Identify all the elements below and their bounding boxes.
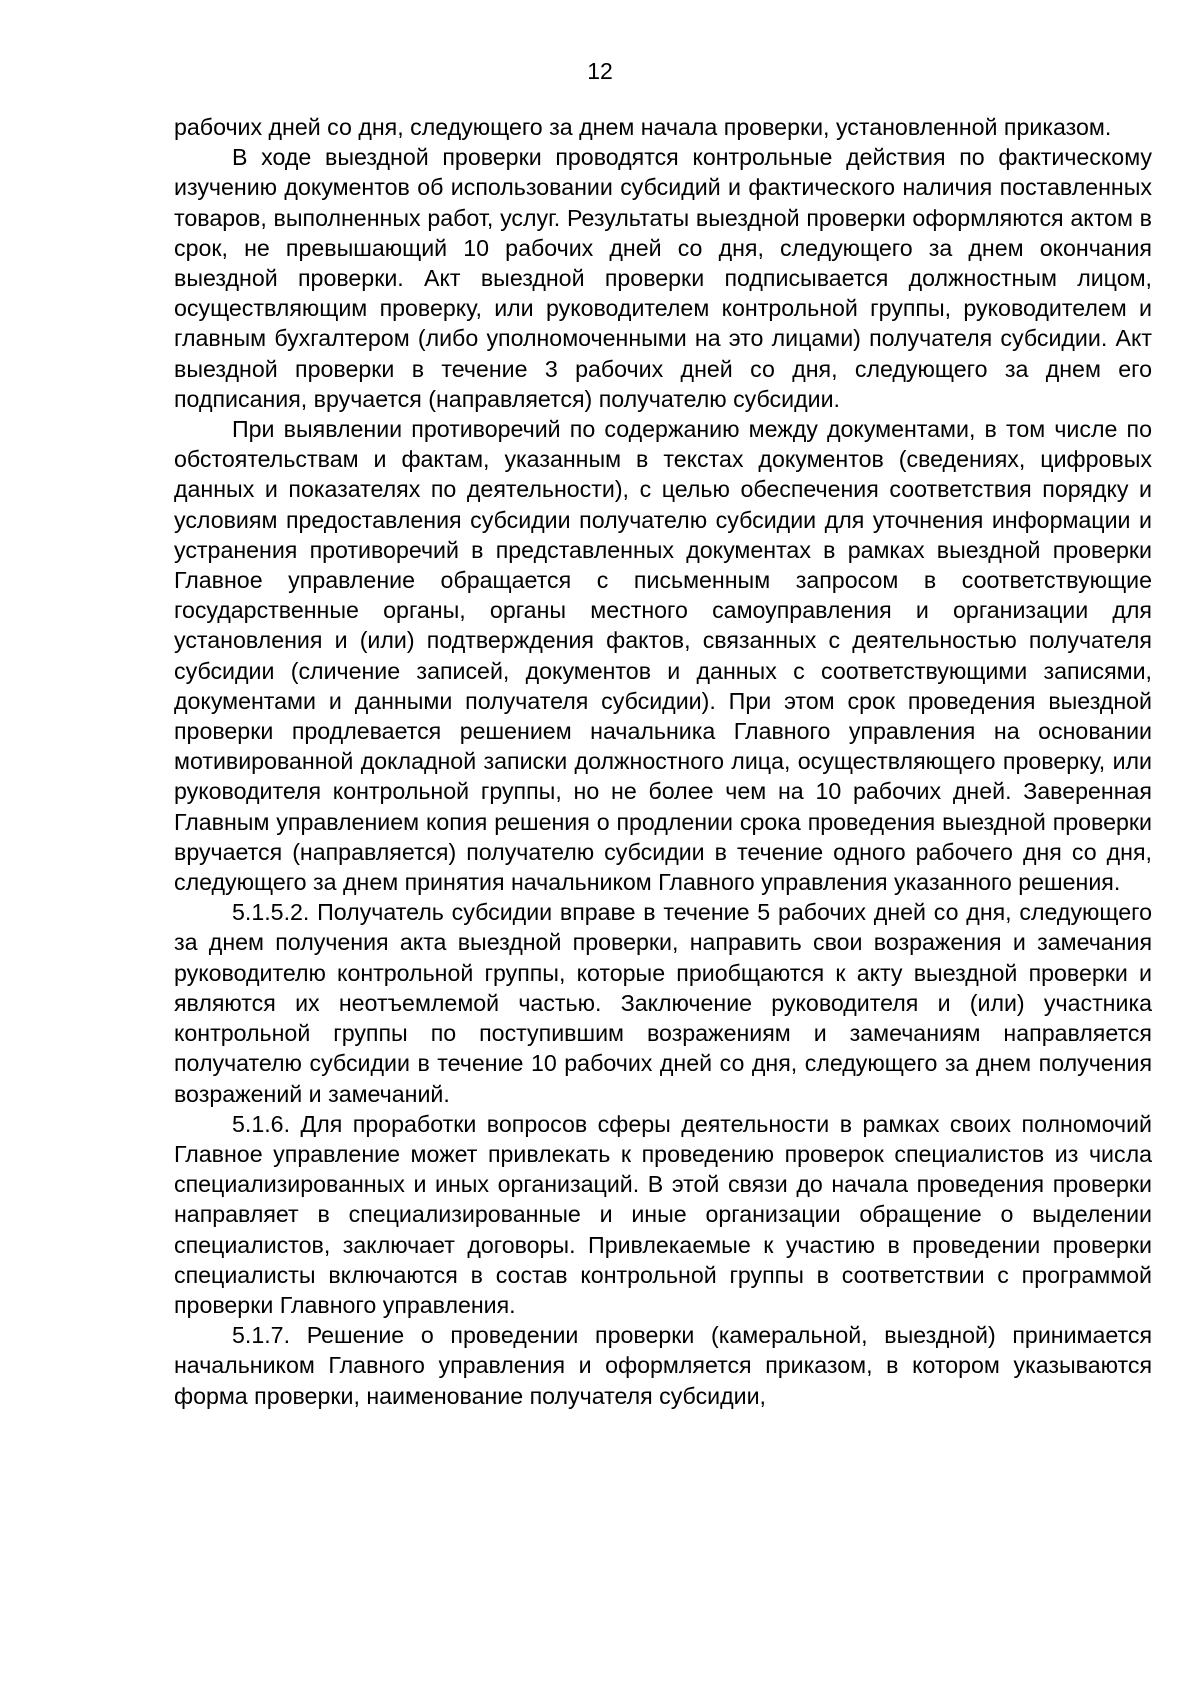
paragraph-5-1-7: 5.1.7. Решение о проведении проверки (камеральной, выездной) принимается начальником Главного управления и оформляется приказом, в котором указываются форма проверки, наименование получателя субсидии, — [174, 1322, 1152, 1409]
paragraph-continuation: рабочих дней со дня, следующего за днем начала проверки, установленной приказом. — [174, 114, 1112, 140]
document-body — [174, 112, 1152, 1411]
page-number: 12 — [587, 58, 613, 84]
paragraph-field-inspection: В ходе выездной проверки проводятся контрольные действия по фактическому изучению документов об использовании субсидий и фактического наличия поставленных товаров, выполненных работ, услуг. Результаты выездной проверки оформляются актом в срок, не превышающий 10 рабочих дней со дня, следующего за днем окончания выездной проверки. Акт выездной проверки подписывается должностным лицом, осуществляющим проверку, или руководителем контрольной группы, руководителем и главным бухгалтером (либо уполномоченными на это лицами) получателя субсидии. Акт выездной проверки в течение 3 рабочих дней со дня, следующего за днем его подписания, вручается (направляется) получателю субсидии. — [174, 144, 1152, 412]
paragraph-5-1-5-2: 5.1.5.2. Получатель субсидии вправе в течение 5 рабочих дней со дня, следующего за днем получения акта выездной проверки, направить свои возражения и замечания руководителю контрольной группы, которые приобщаются к акту выездной проверки и являются их неотъемлемой частью. Заключение руководителя и (или) участника контрольной группы по поступившим возражениям и замечаниям направляется получателю субсидии в течение 10 рабочих дней со дня, следующего за днем получения возражений и замечаний. — [174, 899, 1152, 1107]
paragraph-5-1-6: 5.1.6. Для проработки вопросов сферы деятельности в рамках своих полномочий Главное управление может привлекать к проведению проверок специалистов из числа специализированных и иных организаций. В этой связи до начала проведения проверки направляет в специализированные и иные организации обращение о выделении специалистов, заключает договоры. Привлекаемые к участию в проведении проверки специалисты включаются в состав контрольной группы в соответствии с программой проверки Главного управления. — [174, 1110, 1152, 1318]
paragraph-contradictions: При выявлении противоречий по содержанию между документами, в том числе по обстоятельствам и фактам, указанным в текстах документов (сведениях, цифровых данных и показателях по деятельности), с целью обеспечения соответствия порядку и условиям предоставления субсидии получателю субсидии для уточнения информации и устранения противоречий в представленных документах в рамках выездной проверки Главное управление обращается с письменным запросом в соответствующие государственные органы, органы местного самоуправления и организации для установления и (или) подтверждения фактов, связанных с деятельностью получателя субсидии (сличение записей, документов и данных с соответствующими записями, документами и данными получателя субсидии). При этом срок проведения выездной проверки продлевается решением начальника Главного управления на основании мотивированной докладной записки должностного лица, осуществляющего проверку, или руководителя контрольной группы, но не более чем на 10 рабочих дней. Заверенная Главным управлением копия решения о продлении срока проведения выездной проверки вручается (направляется) получателю субсидии в течение одного рабочего дня со дня, следующего за днем принятия начальником Главного управления указанного решения. — [174, 416, 1152, 896]
